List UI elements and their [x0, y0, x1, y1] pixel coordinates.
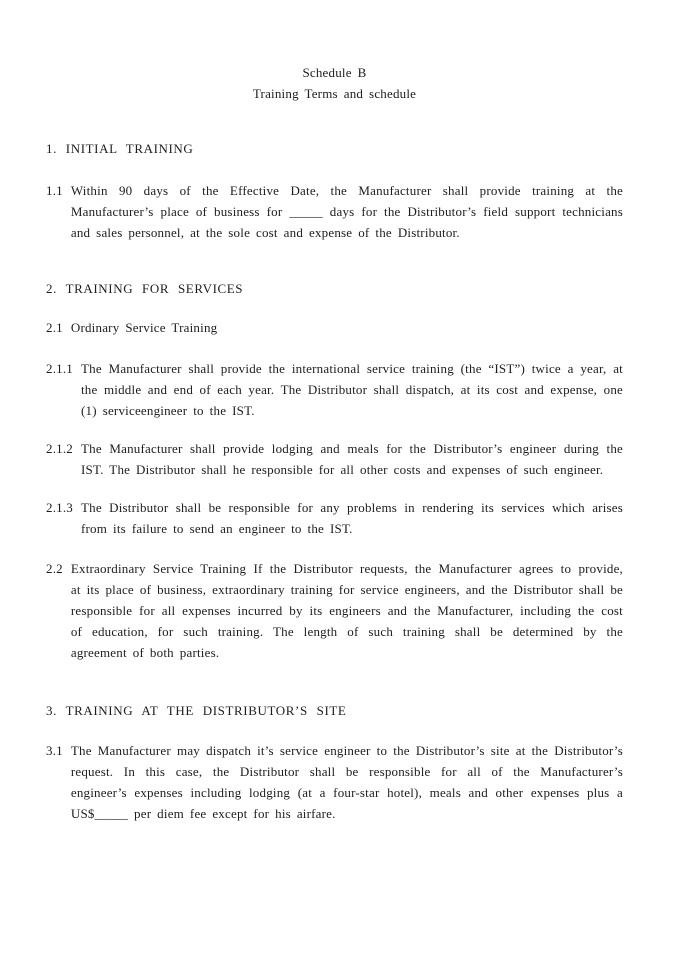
clause-3-1	[46, 740, 623, 824]
clause-number: 2.1.3	[46, 500, 73, 515]
clause-2-1	[46, 317, 623, 338]
clause-text: Within 90 days of the Effective Date, the Manufacturer shall provide training at the Manufacturer’s place of business for _____ days for the Distributor’s field support technicians and sales personnel, at the sole cost and expense of the Distributor.	[70, 183, 623, 240]
clause-text: Extraordinary Service Training If the Distributor requests, the Manufacturer agrees to provide, at its place of business, extraordinary training for service engineers, and the Distributor shall be responsible for all expenses incurred by its engineers and the Manufacturer, including the cost of education, for such training. The length of such training shall be determined by the agreement of both parties.	[70, 561, 623, 660]
section-heading-training-for-services: 2. TRAINING FOR SERVICES	[46, 281, 244, 296]
section-heading-initial-training: 1. INITIAL TRAINING	[46, 141, 194, 156]
clause-number: 2.1.1	[46, 361, 73, 376]
section-heading-training-at-distributors-site: 3. TRAINING AT THE DISTRIBUTOR’S SITE	[46, 703, 347, 718]
clause-2-1-1	[46, 358, 623, 421]
doc-title: Schedule B	[302, 65, 367, 80]
clause-text: The Manufacturer shall provide the international service training (the “IST”) twice a year, at the middle and end of each year. The Distributor shall dispatch, at its cost and expense, one (1) serviceengineer to the IST.	[81, 361, 623, 418]
clause-1-1	[46, 180, 623, 243]
clause-2-2	[46, 558, 623, 663]
clause-text: The Manufacturer may dispatch it’s service engineer to the Distributor’s site at the Distributor’s request. In this case, the Distributor shall be responsible for all of the Manufacturer’s engineer’s expenses including lodging (at a four-star hotel), meals and other expenses plus a US$_____ per diem fee except for his airfare.	[70, 743, 623, 821]
clause-2-1-2	[46, 438, 623, 480]
doc-subtitle: Training Terms and schedule	[252, 86, 417, 101]
clause-number: 2.1	[46, 320, 63, 335]
clause-number: 2.1.2	[46, 441, 73, 456]
clause-number: 1.1	[46, 183, 63, 198]
clause-2-1-3	[46, 497, 623, 539]
clause-number: 2.2	[46, 561, 63, 576]
clause-text: The Manufacturer shall provide lodging and meals for the Distributor’s engineer during the IST. The Distributor shall he responsible for all other costs and expenses of such engineer.	[81, 441, 623, 477]
clause-text: The Distributor shall be responsible for any problems in rendering its services which arises from its failure to send an engineer to the IST.	[81, 500, 623, 536]
clause-number: 3.1	[46, 743, 63, 758]
clause-text: Ordinary Service Training	[70, 320, 218, 335]
